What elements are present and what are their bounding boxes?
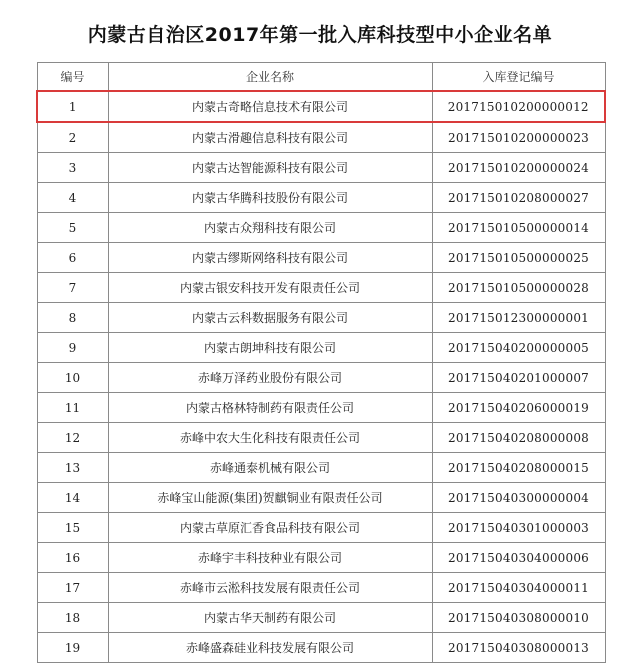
table-row bbox=[37, 483, 605, 513]
registration-code: 201715010500000014 bbox=[432, 213, 605, 243]
registration-code: 201715040301000003 bbox=[432, 513, 605, 543]
row-number: 3 bbox=[37, 153, 108, 183]
registration-code: 201715010208000027 bbox=[432, 183, 605, 213]
registration-code: 201715040200000005 bbox=[432, 333, 605, 363]
table-row bbox=[37, 273, 605, 303]
company-name: 内蒙古银安科技开发有限责任公司 bbox=[108, 273, 432, 303]
registration-code: 201715010200000023 bbox=[432, 122, 605, 153]
registration-code: 201715040304000011 bbox=[432, 573, 605, 603]
document-title: 内蒙古自治区2017年第一批入库科技型中小企业名单 bbox=[87, 24, 553, 46]
company-name: 内蒙古滑趣信息科技有限公司 bbox=[108, 122, 432, 153]
company-name: 赤峰宝山能源(集团)贺麒铜业有限责任公司 bbox=[108, 483, 432, 513]
table-row bbox=[37, 183, 605, 213]
company-name: 赤峰盛森硅业科技发展有限公司 bbox=[108, 633, 432, 663]
row-number: 10 bbox=[37, 363, 108, 393]
registration-code: 201715040206000019 bbox=[432, 393, 605, 423]
company-name: 内蒙古华天制药有限公司 bbox=[108, 603, 432, 633]
row-number: 16 bbox=[37, 543, 108, 573]
registration-code: 201715040308000013 bbox=[432, 633, 605, 663]
company-name: 内蒙古云科数据服务有限公司 bbox=[108, 303, 432, 333]
row-number: 8 bbox=[37, 303, 108, 333]
registration-code: 201715040208000008 bbox=[432, 423, 605, 453]
header-registration-code: 入库登记编号 bbox=[432, 63, 605, 92]
table-row bbox=[37, 423, 605, 453]
company-name: 内蒙古达智能源科技有限公司 bbox=[108, 153, 432, 183]
table-row bbox=[37, 453, 605, 483]
table-header-row bbox=[37, 63, 605, 92]
company-name: 内蒙古奇略信息技术有限公司 bbox=[108, 91, 432, 122]
registration-code: 201715040304000006 bbox=[432, 543, 605, 573]
table-body bbox=[37, 91, 605, 663]
registration-code: 201715010200000024 bbox=[432, 153, 605, 183]
table-row bbox=[37, 243, 605, 273]
table-row bbox=[37, 213, 605, 243]
registration-code: 201715010200000012 bbox=[432, 91, 605, 122]
company-name: 内蒙古格林特制药有限责任公司 bbox=[108, 393, 432, 423]
registration-code: 201715040300000004 bbox=[432, 483, 605, 513]
header-company-name: 企业名称 bbox=[108, 63, 432, 92]
table-row bbox=[37, 333, 605, 363]
registration-code: 201715012300000001 bbox=[432, 303, 605, 333]
table-row bbox=[37, 363, 605, 393]
row-number: 12 bbox=[37, 423, 108, 453]
company-name: 内蒙古众翔科技有限公司 bbox=[108, 213, 432, 243]
table-row bbox=[37, 603, 605, 633]
company-name: 内蒙古草原汇香食品科技有限公司 bbox=[108, 513, 432, 543]
row-number: 19 bbox=[37, 633, 108, 663]
registration-code: 201715040208000015 bbox=[432, 453, 605, 483]
table-row bbox=[37, 633, 605, 663]
company-name: 赤峰宇丰科技种业有限公司 bbox=[108, 543, 432, 573]
header-number: 编号 bbox=[37, 63, 108, 92]
table-row-highlighted bbox=[37, 91, 605, 122]
table-row bbox=[37, 303, 605, 333]
row-number: 1 bbox=[37, 91, 108, 122]
row-number: 2 bbox=[37, 122, 108, 153]
company-name: 内蒙古缪斯网络科技有限公司 bbox=[108, 243, 432, 273]
table-row bbox=[37, 122, 605, 153]
row-number: 4 bbox=[37, 183, 108, 213]
row-number: 13 bbox=[37, 453, 108, 483]
row-number: 9 bbox=[37, 333, 108, 363]
company-name: 赤峰通泰机械有限公司 bbox=[108, 453, 432, 483]
row-number: 15 bbox=[37, 513, 108, 543]
row-number: 11 bbox=[37, 393, 108, 423]
company-name: 赤峰市云淞科技发展有限责任公司 bbox=[108, 573, 432, 603]
row-number: 7 bbox=[37, 273, 108, 303]
company-name: 赤峰万泽药业股份有限公司 bbox=[108, 363, 432, 393]
table-row bbox=[37, 543, 605, 573]
enterprise-table bbox=[36, 62, 606, 663]
registration-code: 201715010500000025 bbox=[432, 243, 605, 273]
table-row bbox=[37, 513, 605, 543]
row-number: 18 bbox=[37, 603, 108, 633]
table-row bbox=[37, 153, 605, 183]
row-number: 6 bbox=[37, 243, 108, 273]
company-name: 赤峰中农大生化科技有限责任公司 bbox=[108, 423, 432, 453]
registration-code: 201715040201000007 bbox=[432, 363, 605, 393]
company-name: 内蒙古朗坤科技有限公司 bbox=[108, 333, 432, 363]
row-number: 14 bbox=[37, 483, 108, 513]
row-number: 5 bbox=[37, 213, 108, 243]
company-name: 内蒙古华腾科技股份有限公司 bbox=[108, 183, 432, 213]
registration-code: 201715040308000010 bbox=[432, 603, 605, 633]
row-number: 17 bbox=[37, 573, 108, 603]
table-row bbox=[37, 573, 605, 603]
registration-code: 201715010500000028 bbox=[432, 273, 605, 303]
table-row bbox=[37, 393, 605, 423]
